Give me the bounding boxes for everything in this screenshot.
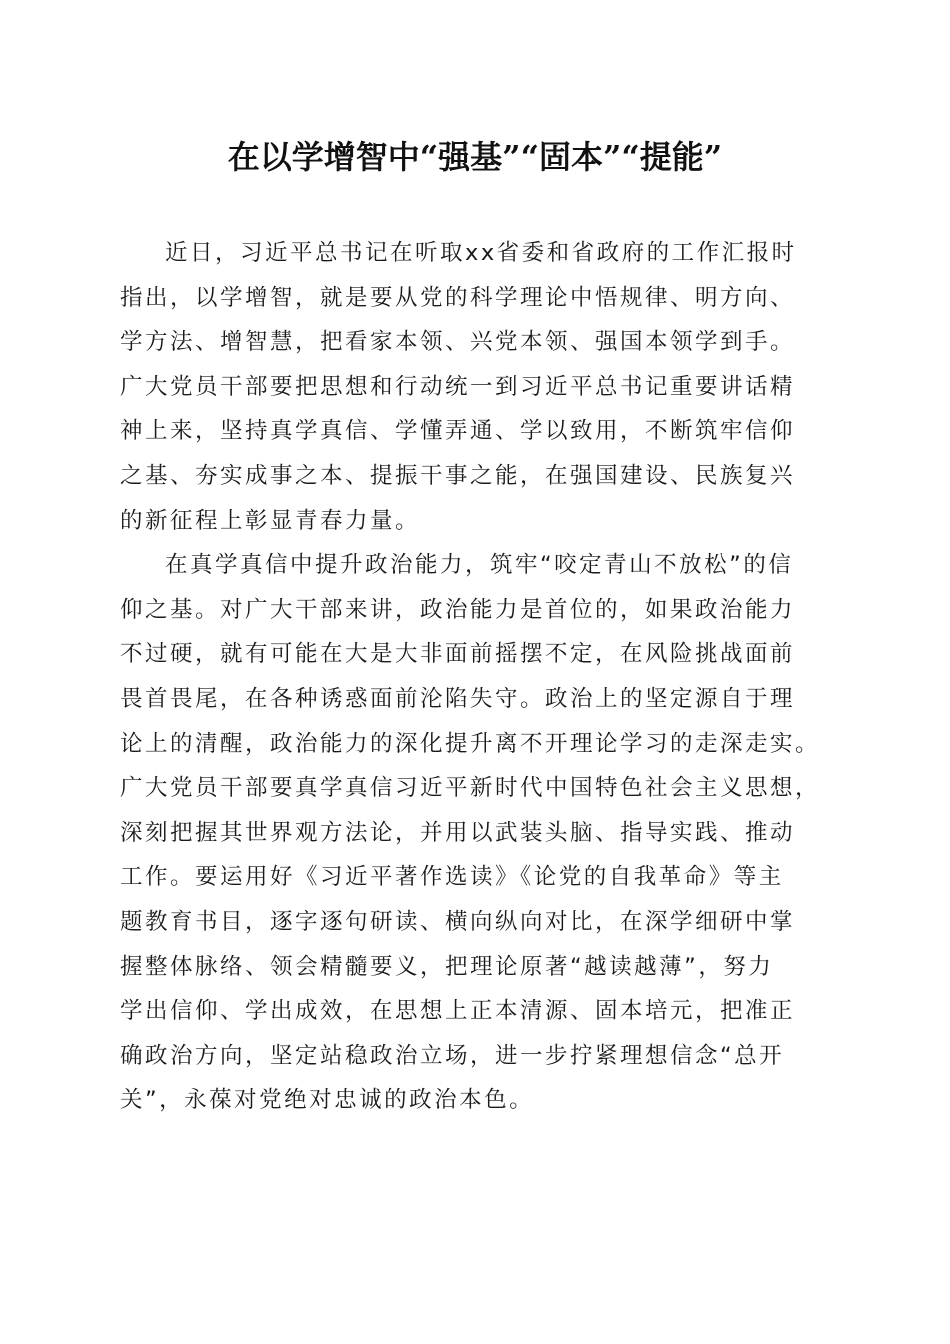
paragraph-line: 确政治方向，坚定站稳政治立场，进一步拧紧理想信念“总开 bbox=[120, 1042, 785, 1069]
paragraph-line: 之基、夯实成事之本、提振干事之能，在强国建设、民族复兴 bbox=[120, 462, 796, 489]
paragraph-2 bbox=[120, 543, 836, 1123]
paragraph-line: 深刻把握其世界观方法论，并用以武装头脑、指导实践、推动 bbox=[120, 819, 796, 846]
paragraph-line: 工作。要运用好《习近平著作选读》《论党的自我革命》等主 bbox=[120, 864, 784, 891]
paragraph-line: 题教育书目，逐字逐句研读、横向纵向对比，在深学细研中掌 bbox=[120, 908, 796, 935]
paragraph-1 bbox=[120, 231, 836, 543]
paragraph-line: 广大党员干部要真学真信习近平新时代中国特色社会主义思想， bbox=[120, 775, 821, 802]
paragraph-line: 在真学真信中提升政治能力，筑牢“咬定青山不放松”的信 bbox=[165, 552, 794, 579]
paragraph-line: 论上的清醒，政治能力的深化提升离不开理论学习的走深走实。 bbox=[120, 730, 821, 757]
document-title: 在以学增智中“强基”“固本”“提能” bbox=[227, 138, 723, 176]
paragraph-line: 近日，习近平总书记在听取xx省委和省政府的工作汇报时 bbox=[165, 240, 797, 266]
paragraph-line: 广大党员干部要把思想和行动统一到习近平总书记重要讲话精 bbox=[120, 373, 796, 400]
paragraph-line: 学出信仰、学出成效，在思想上正本清源、固本培元，把准正 bbox=[120, 998, 796, 1025]
paragraph-line: 仰之基。对广大干部来讲，政治能力是首位的，如果政治能力 bbox=[120, 596, 796, 623]
paragraph-line: 不过硬，就有可能在大是大非面前摇摆不定，在风险挑战面前 bbox=[120, 641, 796, 668]
paragraph-line: 的新征程上彰显青春力量。 bbox=[120, 507, 421, 534]
paragraph-line: 畏首畏尾，在各种诱惑面前沦陷失守。政治上的坚定源自于理 bbox=[120, 685, 796, 712]
paragraph-line: 神上来，坚持真学真信、学懂弄通、学以致用，不断筑牢信仰 bbox=[120, 418, 796, 445]
paragraph-line: 握整体脉络、领会精髓要义，把理论原著“越读越薄”，努力 bbox=[120, 953, 774, 980]
paragraph-line: 指出，以学增智，就是要从党的科学理论中悟规律、明方向、 bbox=[120, 284, 796, 311]
document-body bbox=[120, 231, 836, 1123]
paragraph-line: 学方法、增智慧，把看家本领、兴党本领、强国本领学到手。 bbox=[120, 329, 796, 356]
paragraph-line: 关”，永葆对党绝对忠诚的政治本色。 bbox=[120, 1087, 535, 1114]
